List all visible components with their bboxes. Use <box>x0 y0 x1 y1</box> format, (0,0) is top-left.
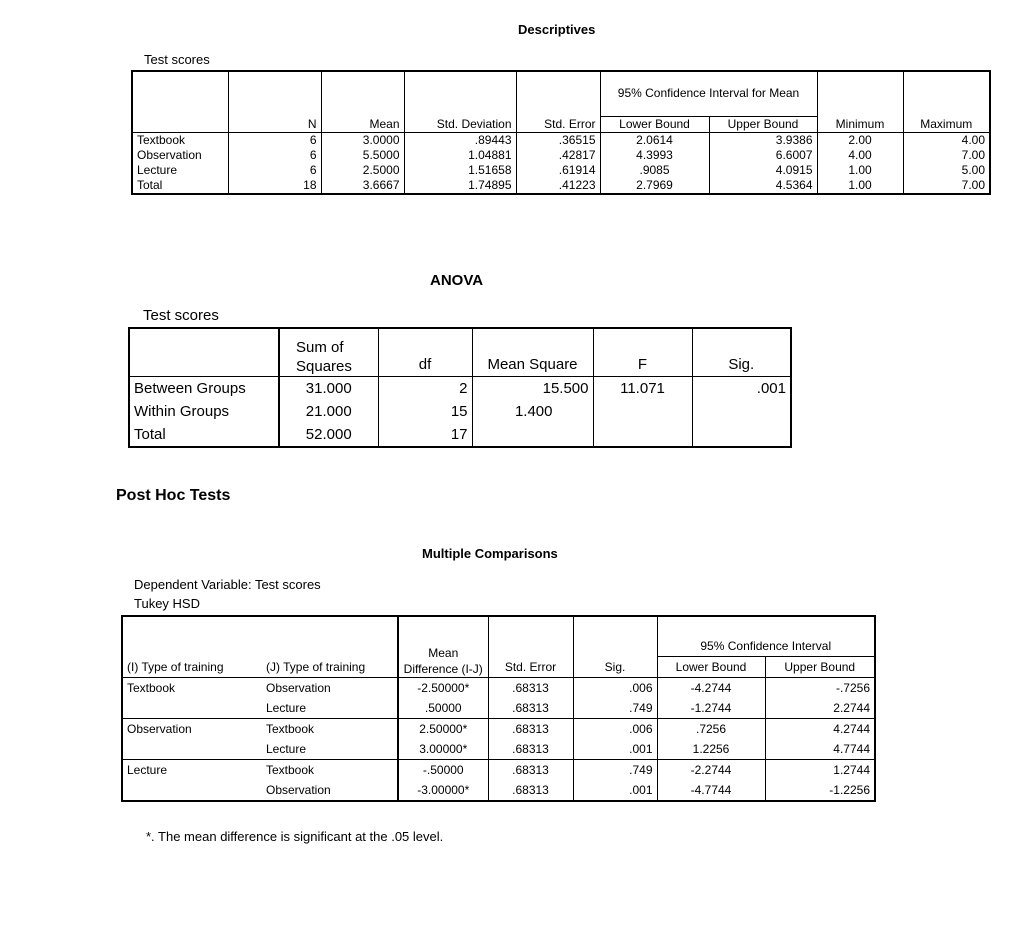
cell: 3.6667 <box>321 178 404 194</box>
cell: .68313 <box>488 759 573 780</box>
cell: .68313 <box>488 718 573 739</box>
table-row <box>129 376 791 400</box>
cell: .001 <box>573 739 657 760</box>
cell: 15 <box>378 400 472 423</box>
cell: 2.2744 <box>765 698 875 719</box>
col-header: Mean Difference (I-J) <box>398 616 488 677</box>
cell: -.50000 <box>398 759 488 780</box>
group-j-label: Textbook <box>262 718 398 739</box>
col-header: Upper Bound <box>709 116 817 132</box>
anova-caption: Test scores <box>143 307 219 324</box>
col-header: Std. Error <box>488 616 573 677</box>
cell: .006 <box>573 677 657 698</box>
descriptives-corner <box>132 71 228 132</box>
cell: 2.5000 <box>321 163 404 178</box>
row-label: Lecture <box>137 162 178 177</box>
cell: 4.7744 <box>765 739 875 760</box>
group-j-label: Lecture <box>266 700 307 715</box>
table-row <box>122 759 875 780</box>
col-header: Sig. <box>573 616 657 677</box>
cell: 2.50000* <box>398 718 488 739</box>
cell: 3.0000 <box>321 132 404 148</box>
cell: -1.2256 <box>765 780 875 801</box>
descriptives-title: Descriptives <box>518 22 596 37</box>
table-row <box>122 698 875 719</box>
row-label: Total <box>137 177 163 192</box>
cell: 4.2744 <box>765 718 875 739</box>
group-i-label <box>122 780 262 801</box>
col-header: (J) Type of training <box>262 616 398 677</box>
table-row <box>132 163 990 178</box>
cell: .68313 <box>488 780 573 801</box>
cell: -.7256 <box>765 677 875 698</box>
group-j-label: Observation <box>266 680 331 695</box>
cell: 1.51658 <box>404 163 516 178</box>
cell: .68313 <box>488 677 573 698</box>
col-header: Sig. <box>692 328 791 376</box>
group-i-label <box>122 698 262 719</box>
row-label: Between Groups <box>134 379 246 397</box>
cell: 2 <box>378 376 472 400</box>
post-hoc-heading: Post Hoc Tests <box>116 487 231 504</box>
group-i-label: Lecture <box>122 759 262 780</box>
cell: -1.2744 <box>657 698 765 719</box>
cell: 1.74895 <box>404 178 516 194</box>
table-row <box>132 148 990 163</box>
cell: .61914 <box>516 163 600 178</box>
col-header: Std. Deviation <box>404 71 516 132</box>
table-row <box>129 400 791 423</box>
cell: 4.3993 <box>600 148 709 163</box>
col-header: Std. Error <box>516 71 600 132</box>
cell: 6 <box>228 148 321 163</box>
cell: -2.2744 <box>657 759 765 780</box>
footnote: *. The mean difference is significant at the .05 level. <box>146 829 444 844</box>
cell: 2.7969 <box>600 178 709 194</box>
col-header: Upper Bound <box>765 656 875 677</box>
cell: 1.00 <box>817 178 903 194</box>
cell: 5.00 <box>903 163 990 178</box>
cell <box>593 400 692 423</box>
cell: 1.04881 <box>404 148 516 163</box>
cell: -3.00000* <box>398 780 488 801</box>
cell: .9085 <box>600 163 709 178</box>
cell: .42817 <box>516 148 600 163</box>
group-i-label: Observation <box>122 718 262 739</box>
col-header: Lower Bound <box>657 656 765 677</box>
cell: .68313 <box>488 739 573 760</box>
table-row <box>122 739 875 760</box>
col-header: N <box>228 71 321 132</box>
cell: 31.000 <box>279 376 378 400</box>
cell: 11.071 <box>593 376 692 400</box>
cell: 6 <box>228 163 321 178</box>
cell: 6 <box>228 132 321 148</box>
cell: 15.500 <box>472 376 593 400</box>
cell: 3.00000* <box>398 739 488 760</box>
cell: 2.0614 <box>600 132 709 148</box>
cell: .68313 <box>488 698 573 719</box>
table-row <box>129 423 791 447</box>
cell: 4.0915 <box>709 163 817 178</box>
group-j-label: Observation <box>266 782 331 797</box>
cell: 7.00 <box>903 148 990 163</box>
cell <box>472 423 593 447</box>
cell: 6.6007 <box>709 148 817 163</box>
cell: 1.00 <box>817 163 903 178</box>
group-i-label <box>122 739 262 760</box>
cell: 2.00 <box>817 132 903 148</box>
col-header: Mean <box>321 71 404 132</box>
cell: 1.2256 <box>657 739 765 760</box>
anova-corner <box>129 328 279 376</box>
cell: .36515 <box>516 132 600 148</box>
row-label: Textbook <box>137 132 186 147</box>
cell: .89443 <box>404 132 516 148</box>
multiple-comparisons-title: Multiple Comparisons <box>422 546 558 561</box>
descriptives-caption: Test scores <box>144 52 210 67</box>
multiple-comparisons-table <box>121 615 876 802</box>
ci-header: 95% Confidence Interval <box>657 616 875 656</box>
cell: .006 <box>573 718 657 739</box>
cell: .749 <box>573 759 657 780</box>
cell: 1.400 <box>472 400 593 423</box>
table-row <box>122 780 875 801</box>
cell <box>692 423 791 447</box>
cell: 21.000 <box>279 400 378 423</box>
cell <box>692 400 791 423</box>
col-header: F <box>593 328 692 376</box>
cell: -4.7744 <box>657 780 765 801</box>
group-j-label: Lecture <box>266 741 307 756</box>
cell: .749 <box>573 698 657 719</box>
cell: 3.9386 <box>709 132 817 148</box>
cell: 4.00 <box>903 132 990 148</box>
cell: 4.00 <box>817 148 903 163</box>
table-row <box>132 178 990 194</box>
row-label: Total <box>134 425 166 443</box>
col-header: Sum of Squares <box>279 328 378 376</box>
cell: 5.5000 <box>321 148 404 163</box>
cell: .001 <box>573 780 657 801</box>
col-header: df <box>378 328 472 376</box>
col-header: Maximum <box>903 71 990 132</box>
row-label: Observation <box>137 147 202 162</box>
table-row <box>132 132 990 148</box>
col-header: Lower Bound <box>600 116 709 132</box>
cell: -4.2744 <box>657 677 765 698</box>
cell: 7.00 <box>903 178 990 194</box>
method-label: Tukey HSD <box>134 596 200 611</box>
table-row <box>122 718 875 739</box>
cell: .41223 <box>516 178 600 194</box>
cell <box>593 423 692 447</box>
cell: 18 <box>228 178 321 194</box>
descriptives-table <box>131 70 991 195</box>
ci-header: 95% Confidence Interval for Mean <box>600 71 817 116</box>
cell: -2.50000* <box>398 677 488 698</box>
group-i-label: Textbook <box>127 680 176 695</box>
cell: .7256 <box>657 718 765 739</box>
anova-title: ANOVA <box>430 272 484 289</box>
table-row <box>122 677 875 698</box>
col-header: Minimum <box>817 71 903 132</box>
cell: 17 <box>378 423 472 447</box>
cell: .001 <box>692 376 791 400</box>
cell: 1.2744 <box>765 759 875 780</box>
dependent-variable: Dependent Variable: Test scores <box>134 577 321 592</box>
group-j-label: Textbook <box>262 759 398 780</box>
col-header: (I) Type of training <box>122 616 262 677</box>
anova-table <box>128 327 792 448</box>
cell: 52.000 <box>279 423 378 447</box>
cell: 4.5364 <box>709 178 817 194</box>
row-label: Within Groups <box>134 402 230 420</box>
col-header: Mean Square <box>472 328 593 376</box>
cell: .50000 <box>398 698 488 719</box>
